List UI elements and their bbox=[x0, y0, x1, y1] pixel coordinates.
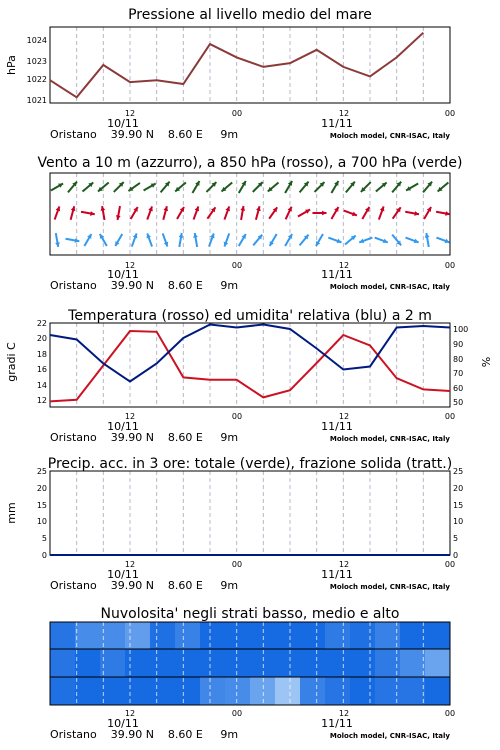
cloud-cell bbox=[175, 622, 201, 649]
precip-ylabel: mm bbox=[5, 502, 18, 524]
cloud-cell bbox=[300, 649, 326, 677]
time-tick: 12 bbox=[124, 261, 136, 270]
location-line: Oristano 39.90 N 8.60 E 9m bbox=[50, 279, 239, 292]
cloud-cell bbox=[225, 649, 251, 677]
precip-ytick-right: 20 bbox=[453, 484, 464, 493]
cloud-cell bbox=[275, 677, 301, 705]
precip-ytick: 15 bbox=[36, 501, 47, 510]
cloud-cell bbox=[150, 677, 176, 705]
model-credit: Moloch model, CNR-ISAC, Italy bbox=[329, 132, 450, 140]
time-tick: 00 bbox=[231, 560, 243, 569]
wind-arrows bbox=[51, 181, 450, 247]
cloud-cell bbox=[350, 649, 376, 677]
cloud-cell bbox=[125, 677, 151, 705]
pressure-grid bbox=[77, 27, 424, 103]
date-label: 11/11 bbox=[321, 420, 353, 433]
cloud-cell bbox=[425, 677, 451, 705]
cloud-cell bbox=[125, 649, 151, 677]
temperature-ytick: 20 bbox=[36, 334, 47, 343]
precip-title: Precip. acc. in 3 ore: totale (verde), frazione solida (tratt.) bbox=[47, 456, 453, 472]
date-label: 11/11 bbox=[321, 717, 353, 730]
time-tick: 12 bbox=[124, 412, 136, 421]
location-line: Oristano 39.90 N 8.60 E 9m bbox=[50, 579, 239, 592]
wind-grid bbox=[77, 173, 424, 255]
cloud-heatmap bbox=[50, 622, 451, 705]
humidity-ytick: 50 bbox=[453, 398, 464, 407]
time-tick: 00 bbox=[231, 261, 243, 270]
wind-title: Vento a 10 m (azzurro), a 850 hPa (rosso), a 700 hPa (verde) bbox=[37, 155, 463, 171]
time-tick: 00 bbox=[444, 261, 456, 270]
pressure-frame bbox=[50, 27, 450, 103]
temperature-ytick: 18 bbox=[36, 350, 47, 359]
time-tick: 12 bbox=[338, 412, 350, 421]
cloud-cell bbox=[250, 649, 276, 677]
temperature-title: Temperatura (rosso) ed umidita' relativa (blu) a 2 m bbox=[68, 308, 432, 324]
humidity-ytick: 60 bbox=[453, 384, 464, 393]
pressure-ytick: 1022 bbox=[26, 75, 47, 84]
date-label: 11/11 bbox=[321, 268, 353, 281]
cloud-cell bbox=[400, 649, 426, 677]
temperature-ytick: 16 bbox=[36, 365, 47, 374]
time-tick: 00 bbox=[444, 709, 456, 718]
time-tick: 00 bbox=[444, 412, 456, 421]
cloud-cell bbox=[175, 649, 201, 677]
pressure-ylabel: hPa bbox=[5, 55, 18, 75]
cloud-cell bbox=[50, 622, 76, 649]
cloud-cell bbox=[325, 677, 351, 705]
cloud-cell bbox=[200, 622, 226, 649]
time-tick: 12 bbox=[124, 109, 136, 118]
cloud-cell bbox=[425, 649, 451, 677]
cloud-cell bbox=[275, 649, 301, 677]
cloud-cell bbox=[350, 622, 376, 649]
cloud-cell bbox=[225, 677, 251, 705]
humidity-ytick: 100 bbox=[453, 325, 469, 334]
precip-frame bbox=[50, 471, 450, 555]
time-tick: 00 bbox=[444, 109, 456, 118]
cloud-cell bbox=[50, 677, 76, 705]
precip-ytick-right: 0 bbox=[453, 551, 459, 560]
humidity-ylabel: % bbox=[480, 356, 493, 368]
humidity-ytick: 80 bbox=[453, 355, 464, 364]
cloud-cell bbox=[400, 677, 426, 705]
pressure-ytick: 1021 bbox=[26, 96, 47, 105]
humidity-ytick: 90 bbox=[453, 340, 464, 349]
temperature-series-line bbox=[50, 331, 450, 401]
temperature-ylabel: gradi C bbox=[5, 342, 18, 382]
temperature-ytick: 22 bbox=[36, 319, 47, 328]
temperature-ytick: 12 bbox=[36, 396, 47, 405]
cloud-cell bbox=[225, 622, 251, 649]
date-label: 10/11 bbox=[107, 420, 139, 433]
cloud-cell bbox=[75, 677, 101, 705]
cloud-cell bbox=[250, 622, 276, 649]
date-label: 10/11 bbox=[107, 568, 139, 581]
time-tick: 00 bbox=[231, 709, 243, 718]
cloud-cell bbox=[275, 622, 301, 649]
cloud-cell bbox=[300, 677, 326, 705]
cloud-cell bbox=[400, 622, 426, 649]
cloud-cell bbox=[300, 622, 326, 649]
wind-arrow-head bbox=[322, 211, 326, 216]
cloud-cell bbox=[175, 677, 201, 705]
model-credit: Moloch model, CNR-ISAC, Italy bbox=[329, 732, 450, 740]
date-label: 11/11 bbox=[321, 117, 353, 130]
cloud-cell bbox=[250, 677, 276, 705]
time-tick: 00 bbox=[231, 412, 243, 421]
cloud-cell bbox=[425, 622, 451, 649]
date-label: 10/11 bbox=[107, 268, 139, 281]
date-label: 11/11 bbox=[321, 568, 353, 581]
precip-ytick-right: 5 bbox=[453, 534, 459, 543]
temperature-ytick: 14 bbox=[36, 381, 47, 390]
cloud-cell bbox=[75, 649, 101, 677]
cloud-cell bbox=[75, 622, 101, 649]
precip-ytick: 20 bbox=[36, 484, 47, 493]
cloud-cell bbox=[325, 622, 351, 649]
time-tick: 12 bbox=[338, 709, 350, 718]
humidity-ytick: 70 bbox=[453, 369, 464, 378]
time-tick: 00 bbox=[444, 560, 456, 569]
precip-ytick: 10 bbox=[36, 517, 47, 526]
location-line: Oristano 39.90 N 8.60 E 9m bbox=[50, 728, 239, 741]
time-tick: 12 bbox=[124, 709, 136, 718]
cloud-cell bbox=[150, 622, 176, 649]
cloud-cell bbox=[125, 622, 151, 649]
time-tick: 12 bbox=[124, 560, 136, 569]
precip-ytick-right: 15 bbox=[453, 501, 464, 510]
precip-grid bbox=[77, 471, 424, 555]
cloud-cell bbox=[200, 677, 226, 705]
time-tick: 00 bbox=[231, 109, 243, 118]
date-label: 10/11 bbox=[107, 717, 139, 730]
precip-ytick-right: 25 bbox=[453, 467, 464, 476]
model-credit: Moloch model, CNR-ISAC, Italy bbox=[329, 583, 450, 591]
pressure-ytick: 1023 bbox=[26, 57, 47, 66]
time-tick: 12 bbox=[338, 109, 350, 118]
precip-ytick: 25 bbox=[36, 467, 47, 476]
cloud-title: Nuvolosita' negli strati basso, medio e alto bbox=[100, 606, 400, 622]
cloud-cell bbox=[325, 649, 351, 677]
date-label: 10/11 bbox=[107, 117, 139, 130]
precip-ytick: 0 bbox=[41, 551, 47, 560]
cloud-cell bbox=[200, 649, 226, 677]
time-tick: 12 bbox=[338, 261, 350, 270]
precip-ytick: 5 bbox=[41, 534, 47, 543]
cloud-cell bbox=[150, 649, 176, 677]
humidity-series-line bbox=[50, 325, 450, 382]
location-line: Oristano 39.90 N 8.60 E 9m bbox=[50, 431, 239, 444]
time-tick: 12 bbox=[338, 560, 350, 569]
location-line: Oristano 39.90 N 8.60 E 9m bbox=[50, 128, 239, 141]
cloud-cell bbox=[350, 677, 376, 705]
wind-frame bbox=[50, 173, 450, 255]
pressure-ytick: 1024 bbox=[26, 36, 47, 45]
model-credit: Moloch model, CNR-ISAC, Italy bbox=[329, 435, 450, 443]
precip-ytick-right: 10 bbox=[453, 517, 464, 526]
model-credit: Moloch model, CNR-ISAC, Italy bbox=[329, 283, 450, 291]
pressure-title: Pressione al livello medio del mare bbox=[128, 7, 372, 23]
cloud-cell bbox=[50, 649, 76, 677]
